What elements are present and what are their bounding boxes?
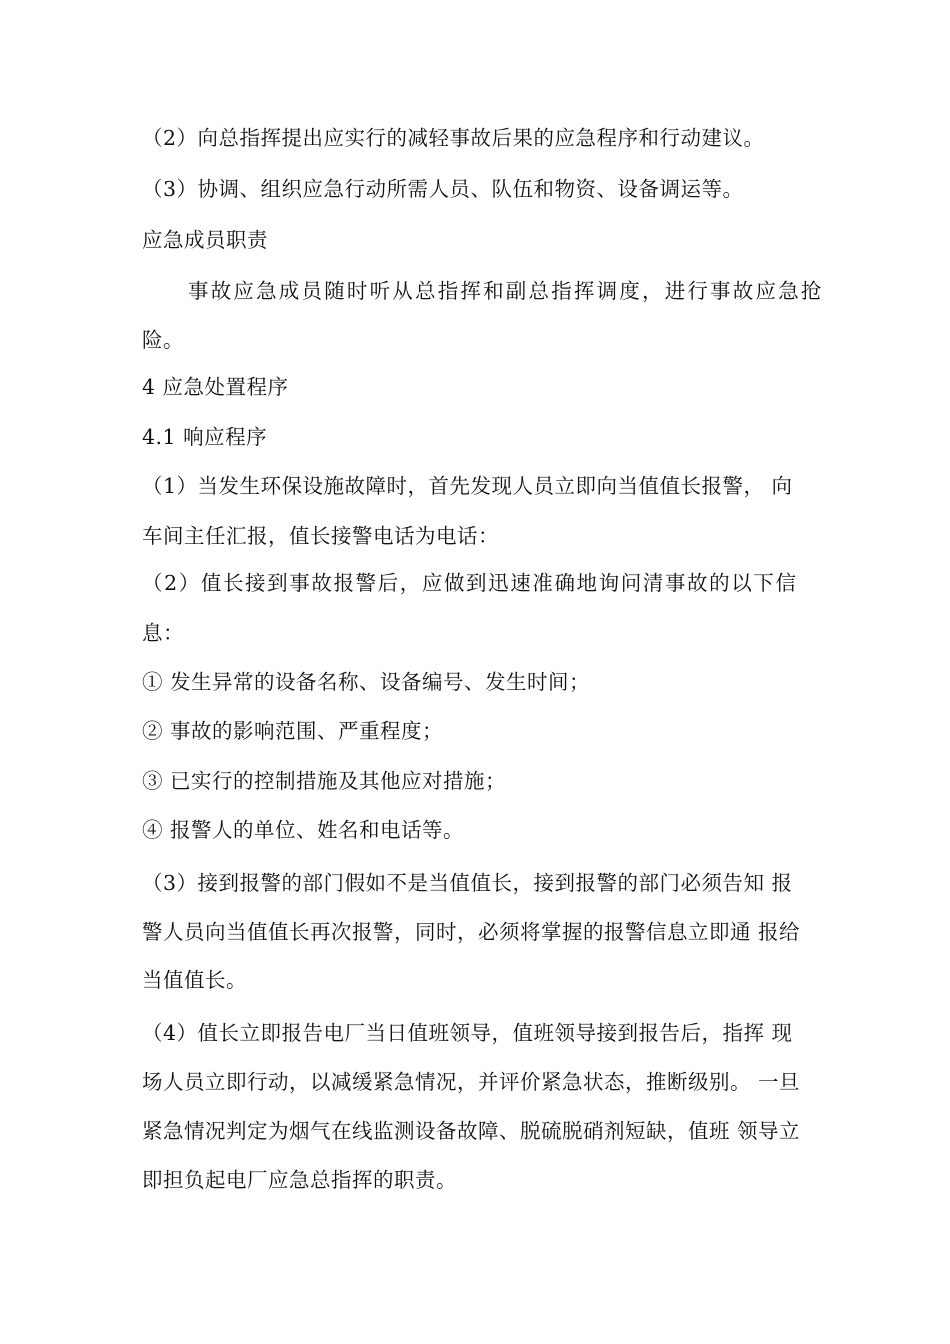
paragraph-line: 息： — [142, 621, 184, 645]
paragraph-line: 紧急情况判定为烟气在线监测设备故障、脱硫脱硝剂短缺，值班 领导立 — [142, 1119, 801, 1143]
paragraph-line: 即担负起电厂应急总指挥的职责。 — [142, 1168, 457, 1192]
paragraph-line: 险。 — [142, 328, 184, 352]
paragraph-line: 车间主任汇报，值长接警电话为电话： — [142, 524, 499, 548]
paragraph-line: （1）当发生环保设施故障时，首先发现人员立即向当值值长报警， 向 — [142, 474, 793, 498]
list-item: ④ 报警人的单位、姓名和电话等。 — [142, 818, 465, 842]
paragraph-line: 场人员立即行动，以减缓紧急情况，并评价紧急状态，推断级别。 一旦 — [142, 1070, 801, 1094]
section-heading: 4 应急处置程序 — [142, 375, 289, 399]
paragraph-line: （2）值长接到事故报警后，应做到迅速准确地询问清事故的以下信 — [142, 571, 798, 595]
list-item: ③ 已实行的控制措施及其他应对措施； — [142, 769, 507, 793]
list-item: ② 事故的影响范围、严重程度； — [142, 719, 444, 743]
subsection-heading: 4.1 响应程序 — [142, 425, 268, 449]
paragraph-line: （4）值长立即报告电厂当日值班领导，值班领导接到报告后，指挥 现 — [142, 1021, 793, 1045]
paragraph-line: （3）协调、组织应急行动所需人员、队伍和物资、设备调运等。 — [142, 177, 744, 201]
paragraph-line: 当值值长。 — [142, 968, 247, 992]
paragraph-line: 警人员向当值值长再次报警，同时，必须将掌握的报警信息立即通 报给 — [142, 920, 801, 944]
paragraph-line: 事故应急成员随时听从总指挥和副总指挥调度，进行事故应急抢 — [188, 279, 824, 303]
list-item: ① 发生异常的设备名称、设备编号、发生时间； — [142, 670, 591, 694]
paragraph-line: （2）向总指挥提出应实行的减轻事故后果的应急程序和行动建议。 — [142, 126, 765, 150]
paragraph-line: （3）接到报警的部门假如不是当值值长，接到报警的部门必须告知 报 — [142, 871, 793, 895]
section-heading: 应急成员职责 — [142, 228, 268, 252]
